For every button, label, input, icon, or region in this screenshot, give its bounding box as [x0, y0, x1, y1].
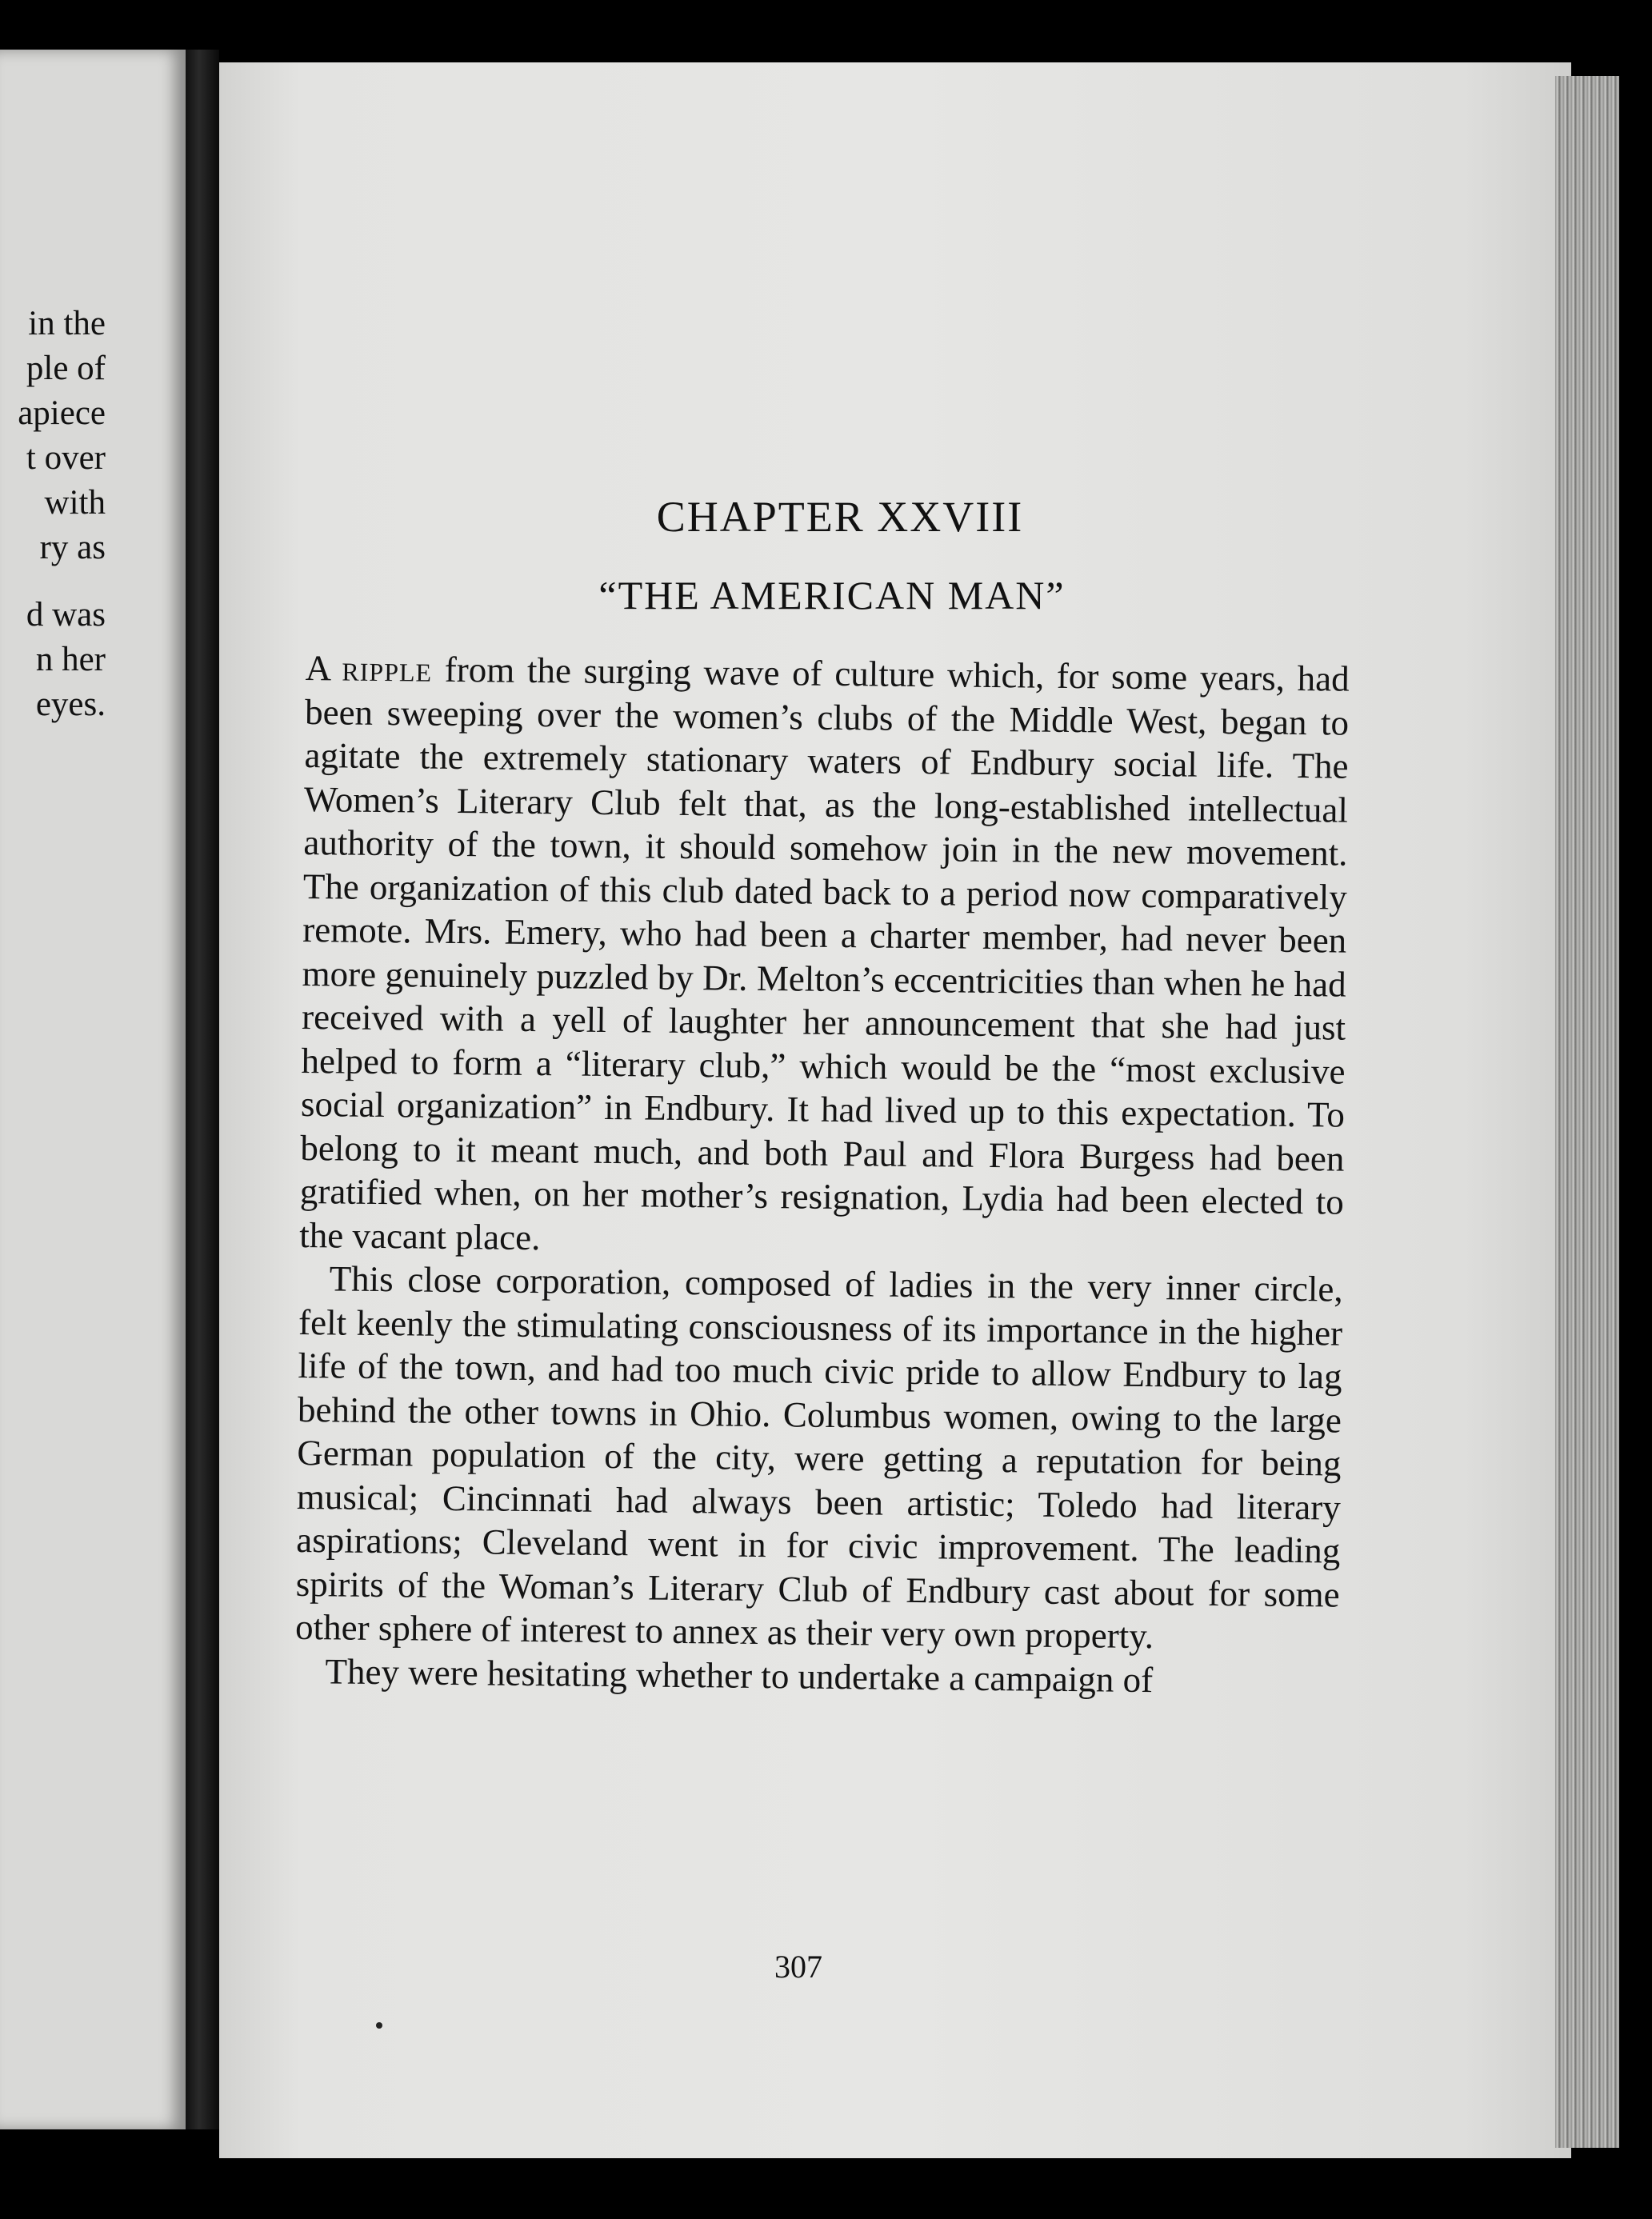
- ink-speck: [376, 2022, 382, 2029]
- text-line: eyes.: [35, 686, 106, 723]
- paragraph-text: from the surging wave of culture which, for some years, had been sweeping over the women’s clubs of the Middle West, began to agitate the extremely stationary waters of Endbury social life. The Women’s Literary Club felt that, as the long-established intellectual authority of the town, it should somehow join in the new movement. The organization of this club dated back to a period now comparatively remote. Mrs. Emery, who had been a charter member, had never been more genuinely puzzled by Dr. Melton’s eccentricities than when he had received with a yell of laughter her announcement that she had just helped to form a “literary club,” which would be the “most exclusive social organization” in Endbury. It had lived up to this expectation. To belong to it meant much, and both Paul and Flora Burgess had been gratified when, on her mother’s resignation, Lydia had been elected to the vacant place.: [299, 649, 1350, 1257]
- previous-page: [0, 50, 186, 2129]
- text-line: n her: [35, 641, 106, 678]
- page-edges: [1555, 76, 1619, 2148]
- book-gutter: [186, 50, 219, 2129]
- page-number: 307: [774, 1949, 822, 1985]
- text-line: ple of: [26, 350, 106, 387]
- chapter-number: CHAPTER XXVIII: [656, 493, 1024, 541]
- text-line: in the: [28, 305, 106, 342]
- opening-smallcaps: ripple: [342, 648, 433, 690]
- opening-letter: A: [305, 647, 330, 689]
- text-line: apiece: [18, 394, 106, 432]
- text-line: ry as: [39, 529, 106, 566]
- paragraph: This close corporation, composed of ladies in the very inner circle, felt keenly the stimulating consciousness of its importance in the higher life of the town, and had too much civic pride to allow Endbury to lag behind the other towns in Ohio. Columbus women, owing to the large German population of the city, were getting a reputation for being musical; Cincinnati had always been artistic; Toledo had literary aspirations; Cleveland went in for civic improvement. The leading spirits of the Woman’s Literary Club of Endbury cast about for some other sphere of interest to annex as their very own property.: [294, 1258, 1343, 1657]
- body-text: [294, 646, 1350, 1704]
- paragraph: [299, 646, 1350, 1268]
- paragraph: They were hesitating whether to undertake a campaign of: [325, 1650, 1154, 1700]
- chapter-title: “THE AMERICAN MAN”: [598, 573, 1066, 618]
- text-line: d was: [26, 596, 106, 634]
- text-line: with: [44, 484, 106, 522]
- text-line: t over: [26, 439, 106, 477]
